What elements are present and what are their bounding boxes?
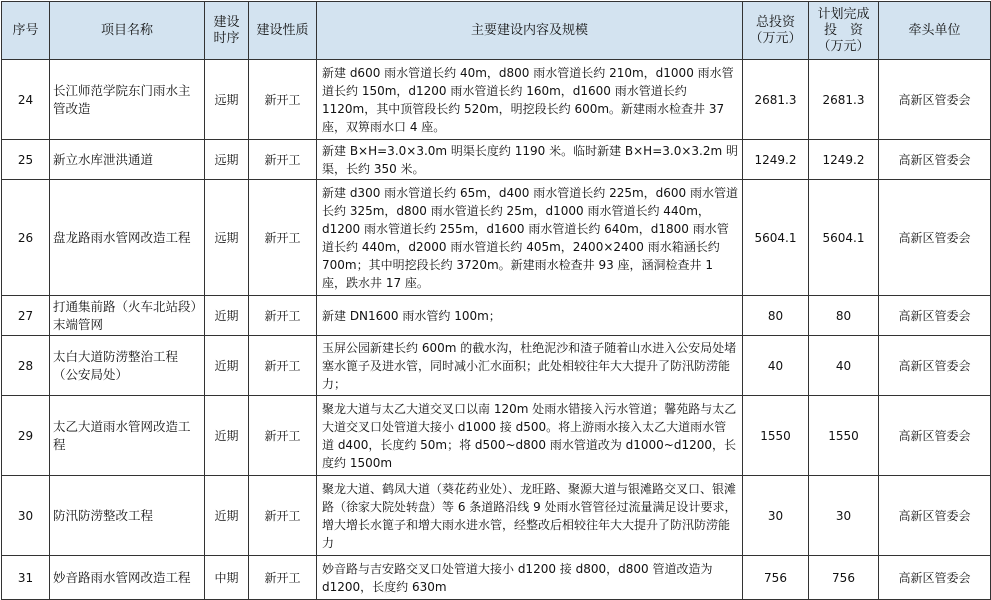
- cell-nature: 新开工: [249, 396, 317, 476]
- cell-plan: 756: [809, 556, 879, 600]
- cell-plan: 5604.1: [809, 180, 879, 296]
- cell-plan: 2681.3: [809, 60, 879, 140]
- cell-invest: 40: [743, 336, 809, 396]
- cell-no: 29: [2, 396, 50, 476]
- cell-unit: 高新区管委会: [879, 476, 991, 556]
- project-table: [1, 1, 991, 600]
- cell-content: 妙音路与吉安路交叉口处管道大接小 d1200 接 d800，d800 管道改造为 d1200，长度约 630m: [317, 556, 743, 600]
- cell-nature: 新开工: [249, 140, 317, 180]
- table-row: [2, 60, 991, 140]
- cell-content: 新建 B×H=3.0×3.0m 明渠长度约 1190 米。临时新建 B×H=3.0×3.2m 明渠，长约 350 米。: [317, 140, 743, 180]
- cell-no: 31: [2, 556, 50, 600]
- cell-plan: 80: [809, 296, 879, 336]
- header-invest: 总投资 （万元）: [743, 2, 809, 60]
- cell-project-name: 防汛防涝整改工程: [50, 476, 205, 556]
- table-row: [2, 476, 991, 556]
- cell-phase: 中期: [205, 556, 249, 600]
- cell-phase: 近期: [205, 396, 249, 476]
- cell-no: 30: [2, 476, 50, 556]
- cell-unit: 高新区管委会: [879, 336, 991, 396]
- cell-unit: 高新区管委会: [879, 296, 991, 336]
- table-row: [2, 140, 991, 180]
- header-unit: 牵头单位: [879, 2, 991, 60]
- cell-project-name: 太白大道防涝整治工程（公安局处）: [50, 336, 205, 396]
- cell-no: 28: [2, 336, 50, 396]
- table-row: [2, 296, 991, 336]
- cell-nature: 新开工: [249, 336, 317, 396]
- cell-project-name: 长江师范学院东门雨水主管改造: [50, 60, 205, 140]
- cell-content: 聚龙大道与太乙大道交叉口以南 120m 处雨水错接入污水管道；馨苑路与太乙大道交叉口处管道大接小 d1000 接 d500。将上游雨水接入太乙大道雨水管道 d400，长度约 50m；将 d500~d800 雨水管道改为 d1000~d1200，长度约 1500m: [317, 396, 743, 476]
- cell-invest: 30: [743, 476, 809, 556]
- header-phase: 建设 时序: [205, 2, 249, 60]
- cell-nature: 新开工: [249, 476, 317, 556]
- cell-phase: 近期: [205, 476, 249, 556]
- header-row: [2, 2, 991, 60]
- table-row: [2, 180, 991, 296]
- cell-content: 玉屏公园新建长约 600m 的截水沟，杜绝泥沙和渣子随着山水进入公安局处堵塞水篦子及进水管，同时减小汇水面积；此处相较往年大大提升了防汛防涝能力；: [317, 336, 743, 396]
- cell-invest: 80: [743, 296, 809, 336]
- cell-content: 新建 d300 雨水管道长约 65m，d400 雨水管道长约 225m，d600 雨水管道长约 325m，d800 雨水管道长约 25m，d1000 雨水管道长约 440m，d1200 雨水管道长约 255m，d1600 雨水管道长约 640m，d1800 雨水管道长约 440m，d2000 雨水管道长约 405m，2400×2400 雨水箱涵长约 700m；其中明挖段长约 3720m。新建雨水检查井 93 座，涵洞检查井 1 座，跌水井 17 座。: [317, 180, 743, 296]
- cell-nature: 新开工: [249, 296, 317, 336]
- cell-plan: 1249.2: [809, 140, 879, 180]
- cell-phase: 近期: [205, 336, 249, 396]
- cell-project-name: 打通集前路（火车北站段）末端管网: [50, 296, 205, 336]
- cell-project-name: 妙音路雨水管网改造工程: [50, 556, 205, 600]
- cell-unit: 高新区管委会: [879, 556, 991, 600]
- cell-phase: 远期: [205, 180, 249, 296]
- cell-project-name: 盘龙路雨水管网改造工程: [50, 180, 205, 296]
- header-nature: 建设性质: [249, 2, 317, 60]
- cell-phase: 远期: [205, 60, 249, 140]
- cell-plan: 40: [809, 336, 879, 396]
- cell-invest: 5604.1: [743, 180, 809, 296]
- header-no: 序号: [2, 2, 50, 60]
- cell-invest: 1249.2: [743, 140, 809, 180]
- cell-unit: 高新区管委会: [879, 60, 991, 140]
- cell-content: 新建 DN1600 雨水管约 100m；: [317, 296, 743, 336]
- cell-plan: 1550: [809, 396, 879, 476]
- cell-no: 27: [2, 296, 50, 336]
- cell-invest: 2681.3: [743, 60, 809, 140]
- cell-invest: 756: [743, 556, 809, 600]
- cell-nature: 新开工: [249, 180, 317, 296]
- header-plan: 计划完成 投 资 （万元）: [809, 2, 879, 60]
- cell-phase: 远期: [205, 140, 249, 180]
- cell-nature: 新开工: [249, 556, 317, 600]
- cell-project-name: 太乙大道雨水管网改造工程: [50, 396, 205, 476]
- cell-project-name: 新立水库泄洪通道: [50, 140, 205, 180]
- cell-invest: 1550: [743, 396, 809, 476]
- cell-phase: 近期: [205, 296, 249, 336]
- cell-unit: 高新区管委会: [879, 396, 991, 476]
- table-row: [2, 336, 991, 396]
- cell-no: 25: [2, 140, 50, 180]
- header-content: 主要建设内容及规模: [317, 2, 743, 60]
- cell-unit: 高新区管委会: [879, 140, 991, 180]
- cell-no: 24: [2, 60, 50, 140]
- cell-nature: 新开工: [249, 60, 317, 140]
- table-row: [2, 396, 991, 476]
- cell-content: 新建 d600 雨水管道长约 40m，d800 雨水管道长约 210m，d1000 雨水管道长约 150m，d1200 雨水管道长约 160m，d1600 雨水管道长约 1120m，其中顶管段长约 520m，明挖段长约 600m。新建雨水检查井 37 座，双箅雨水口 4 座。: [317, 60, 743, 140]
- cell-plan: 30: [809, 476, 879, 556]
- cell-unit: 高新区管委会: [879, 180, 991, 296]
- header-name: 项目名称: [50, 2, 205, 60]
- cell-no: 26: [2, 180, 50, 296]
- table-row: [2, 556, 991, 600]
- cell-content: 聚龙大道、鹤凤大道（葵花药业处）、龙旺路、聚源大道与银滩路交叉口、银滩路（徐家大院处转盘）等 6 条道路沿线 9 处雨水管管径过流量满足设计要求，增大增长水篦子和增大雨水进水管，经整改后相较往年大大提升了防汛防涝能力: [317, 476, 743, 556]
